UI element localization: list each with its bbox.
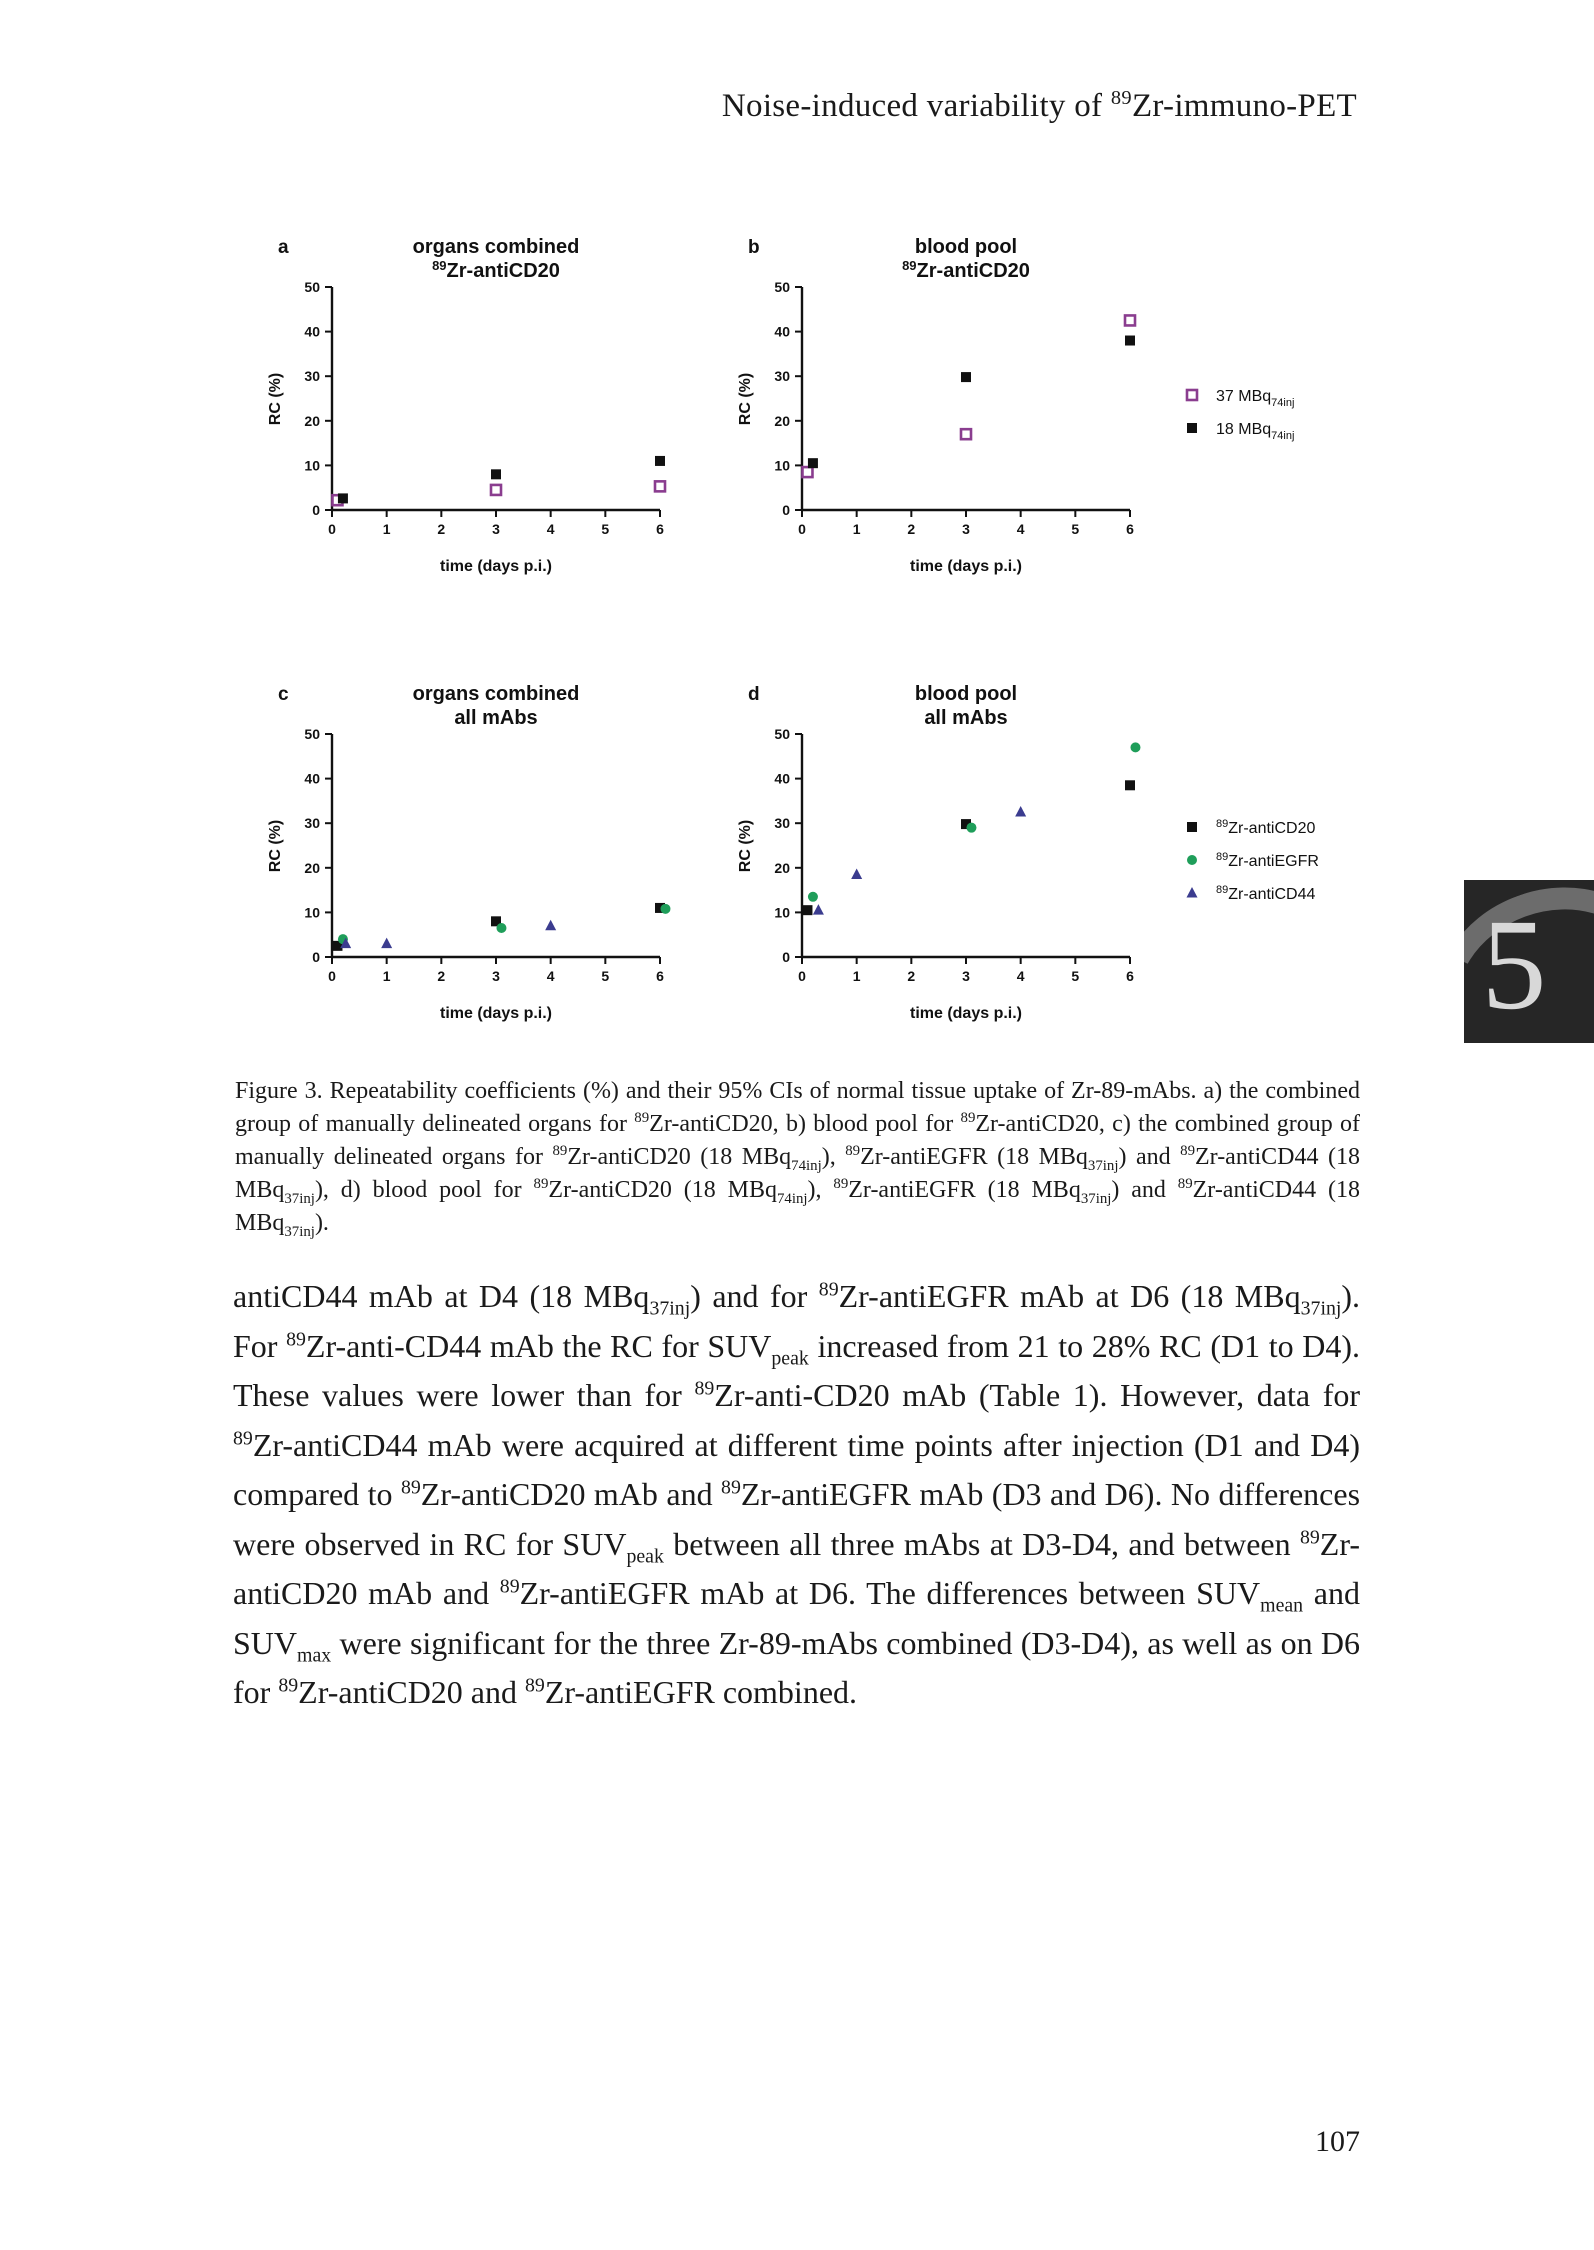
running-header: Noise-induced variability of $^{89}$Zr-immuno-PET	[721, 87, 1357, 124]
data-point	[491, 485, 501, 495]
y-tick-label: 40	[774, 770, 790, 787]
y-axis-label: RC (%)	[267, 372, 284, 426]
x-tick-label: 0	[798, 968, 806, 984]
x-tick-label: 6	[1126, 968, 1134, 984]
data-point	[660, 904, 670, 914]
data-point	[961, 429, 971, 439]
x-tick-label: 5	[601, 968, 610, 984]
data-point	[813, 904, 824, 915]
legend-marker	[1187, 855, 1197, 865]
panel-letter: d	[748, 684, 760, 705]
y-tick-label: 0	[782, 949, 790, 965]
panel-letter: a	[278, 237, 289, 258]
y-tick-label: 0	[312, 949, 320, 965]
data-point	[1125, 336, 1135, 346]
panel-b	[737, 236, 1294, 575]
page-number: 107	[1315, 2125, 1360, 2158]
x-tick-label: 6	[656, 521, 664, 537]
x-tick-label: 0	[798, 521, 806, 537]
legend-label: 37 MBq$_{74inj}$	[1216, 388, 1295, 409]
legend-label: $^{89}$Zr-antiCD20	[1216, 818, 1316, 837]
y-tick-label: 40	[774, 323, 790, 340]
y-tick-label: 20	[304, 412, 320, 429]
x-tick-label: 3	[492, 968, 500, 984]
data-point	[1130, 742, 1140, 752]
x-tick-label: 4	[546, 968, 555, 984]
y-tick-label: 10	[304, 904, 320, 921]
x-tick-label: 0	[328, 521, 336, 537]
x-axis-label: time (days p.i.)	[439, 1005, 553, 1022]
x-tick-label: 0	[328, 968, 336, 984]
x-tick-label: 4	[1016, 521, 1025, 537]
y-tick-label: 20	[774, 412, 790, 429]
panel-c	[267, 683, 670, 1022]
x-tick-label: 1	[852, 521, 861, 537]
y-tick-label: 40	[304, 323, 320, 340]
x-tick-label: 4	[1016, 968, 1025, 984]
y-tick-label: 20	[304, 859, 320, 876]
data-point	[655, 456, 665, 466]
y-tick-label: 50	[774, 726, 790, 742]
panel-letter: c	[278, 684, 289, 705]
chart-subtitle: all mAbs	[454, 707, 538, 729]
y-axis-label: RC (%)	[267, 819, 284, 873]
x-tick-label: 3	[492, 521, 500, 537]
y-tick-label: 20	[774, 859, 790, 876]
chapter-number: 5	[1481, 893, 1547, 1037]
y-tick-label: 10	[774, 457, 790, 474]
y-tick-label: 10	[774, 904, 790, 921]
y-tick-label: 30	[304, 368, 320, 385]
figure-3-charts	[230, 225, 1360, 1045]
panel-a	[267, 236, 665, 575]
y-tick-label: 30	[774, 815, 790, 832]
x-tick-label: 2	[907, 968, 916, 984]
x-tick-label: 3	[962, 968, 970, 984]
y-tick-label: 50	[774, 279, 790, 295]
y-tick-label: 50	[304, 279, 320, 295]
x-tick-label: 5	[1071, 521, 1080, 537]
panel-letter: b	[748, 237, 760, 258]
data-point	[1125, 315, 1135, 325]
x-tick-label: 1	[852, 968, 861, 984]
data-point	[808, 892, 818, 902]
chart-title: organs combined	[412, 236, 580, 258]
figure-caption: Figure 3. Repeatability coefficients (%) and their 95% CIs of normal tissue uptake of Zr-89-mAbs. a) the combined group of manually delineated organs for $^{89}$Zr-antiCD20, b) blood pool for $^{89}$Zr-antiCD20, c) the combined group of manually delineated organs for $^{89}$Zr-antiCD20 (18 MBq$_{74inj}$), $^{89}$Zr-antiEGFR (18 MBq$_{37inj}$) and $^{89}$Zr-antiCD44 (18 MBq$_{37inj}$), d) blood pool for $^{89}$Zr-antiCD20 (18 MBq$_{74inj}$), $^{89}$Zr-antiEGFR (18 MBq$_{37inj}$) and $^{89}$Zr-antiCD44 (18 MBq$_{37inj}$).	[235, 1078, 1360, 1240]
x-tick-label: 1	[382, 521, 391, 537]
x-axis-label: time (days p.i.)	[439, 558, 553, 575]
data-point	[802, 467, 812, 477]
y-tick-label: 30	[304, 815, 320, 832]
chart-subtitle: all mAbs	[924, 707, 1008, 729]
x-tick-label: 1	[382, 968, 391, 984]
y-tick-label: 30	[774, 368, 790, 385]
y-tick-label: 50	[304, 726, 320, 742]
data-point	[338, 493, 348, 503]
x-tick-label: 6	[1126, 521, 1134, 537]
x-tick-label: 2	[437, 968, 446, 984]
chart-title: blood pool	[914, 236, 1018, 258]
x-axis-label: time (days p.i.)	[909, 558, 1023, 575]
legend-label: 18 MBq$_{74inj}$	[1216, 421, 1295, 442]
x-tick-label: 2	[907, 521, 916, 537]
body-paragraph: antiCD44 mAb at D4 (18 MBq$_{37inj}$) and for $^{89}$Zr-antiEGFR mAb at D6 (18 MBq$_{37inj}$). For $^{89}$Zr-anti-CD44 mAb the RC for $SUV_{peak}$ increased from 21 to 28% RC (D1 to D4). These values were lower than for $^{89}$Zr-anti-CD20 mAb (Table 1). However, data for $^{89}$Zr-antiCD44 mAb were acquired at different time points after injection (D1 and D4) compared to $^{89}$Zr-antiCD20 mAb and $^{89}$Zr-antiEGFR mAb (D3 and D6). No differences were observed in RC for $SUV_{peak}$ between all three mAbs at D3-D4, and between $^{89}$Zr-antiCD20 mAb and $^{89}$Zr-antiEGFR mAb at D6. The differences between $SUV_{mean}$ and $SUV_{max}$ were significant for the three Zr-89-mAbs combined (D3-D4), as well as on D6 for $^{89}$Zr-antiCD20 and $^{89}$Zr-antiEGFR combined.	[233, 1278, 1361, 1710]
legend-marker	[1187, 423, 1197, 433]
x-tick-label: 5	[601, 521, 610, 537]
y-tick-label: 40	[304, 770, 320, 787]
data-point	[1125, 780, 1135, 790]
data-point	[808, 458, 818, 468]
data-point	[545, 920, 556, 931]
data-point	[961, 372, 971, 382]
chart-title: blood pool	[914, 683, 1018, 705]
chapter-tab	[1464, 880, 1594, 1043]
data-point	[1015, 806, 1026, 817]
y-axis-label: RC (%)	[737, 372, 754, 426]
legend-label: $^{89}$Zr-antiCD44	[1216, 884, 1316, 903]
x-tick-label: 6	[656, 968, 664, 984]
legend-label: $^{89}$Zr-antiEGFR	[1216, 851, 1319, 870]
x-tick-label: 2	[437, 521, 446, 537]
chart-title: organs combined	[412, 683, 580, 705]
y-tick-label: 10	[304, 457, 320, 474]
data-point	[496, 923, 506, 933]
x-tick-label: 4	[546, 521, 555, 537]
legend-marker	[1187, 887, 1198, 898]
chart-subtitle: $^{89}$Zr-antiCD20	[902, 258, 1030, 282]
legend-marker	[1187, 390, 1197, 400]
chart-subtitle: $^{89}$Zr-antiCD20	[432, 258, 560, 282]
data-point	[381, 938, 392, 949]
y-tick-label: 0	[782, 502, 790, 518]
data-point	[491, 469, 501, 479]
data-point	[851, 868, 862, 879]
data-point	[655, 481, 665, 491]
y-axis-label: RC (%)	[737, 819, 754, 873]
panel-d	[737, 683, 1319, 1022]
data-point	[966, 823, 976, 833]
data-point	[802, 905, 812, 915]
legend-marker	[1187, 822, 1197, 832]
x-tick-label: 3	[962, 521, 970, 537]
y-tick-label: 0	[312, 502, 320, 518]
x-axis-label: time (days p.i.)	[909, 1005, 1023, 1022]
x-tick-label: 5	[1071, 968, 1080, 984]
figure-3	[230, 225, 1360, 1045]
